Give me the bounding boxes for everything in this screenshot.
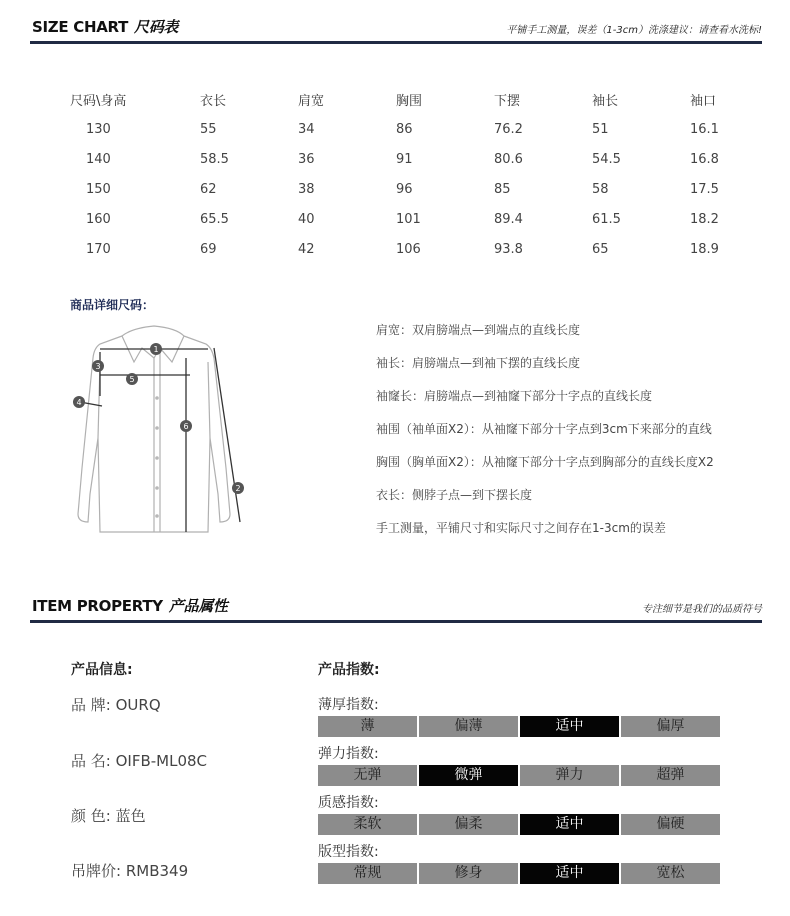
item-property-divider [30,620,762,623]
marker-3-label: 3 [95,362,101,371]
table-cell: 16.1 [690,121,719,137]
index-option: 柔软 [318,814,417,835]
table-cell: 106 [396,241,421,257]
size-chart-title [32,16,178,37]
info-value: OURQ [115,696,161,714]
header-cell: 袖长 [592,93,619,109]
item-property-header [30,593,762,619]
size-chart-title-en: SIZE CHART [32,18,129,36]
index-option: 修身 [419,863,518,884]
marker-1-label: 1 [153,345,159,354]
size-chart-note: 平铺手工测量，误差（1-3cm）洗涤建议：请查看水洗标! [506,25,762,36]
index-option: 超弹 [621,765,720,786]
header-cell: 肩宽 [298,93,325,109]
table-cell: 80.6 [494,151,523,167]
info-key: 颜 色: [71,807,111,825]
desc-line: 袖长：肩膀端点—到袖下摆的直线长度 [376,356,581,370]
table-row [70,204,788,234]
index-option-selected: 适中 [520,814,619,835]
index-option: 偏硬 [621,814,720,835]
table-cell: 170 [86,241,111,257]
table-cell: 40 [298,211,315,227]
item-property-title [32,595,228,616]
index-option-selected: 适中 [520,716,619,737]
size-chart-title-cn: 尺码表 [134,18,179,36]
fit-index-label: 版型指数: [318,844,379,860]
table-cell: 58.5 [200,151,229,167]
size-chart-divider [30,41,762,44]
item-property-title-cn: 产品属性 [168,597,228,615]
marker-2-label: 2 [235,484,241,493]
elasticity-index-scale [318,765,722,786]
info-key: 品 牌: [71,696,111,714]
marker-6-label: 6 [183,422,189,431]
header-cell: 衣长 [200,93,227,109]
index-option: 偏厚 [621,716,720,737]
shirt-measurement-diagram [60,318,260,538]
info-brand [71,694,161,715]
info-value: 蓝色 [115,807,146,825]
table-cell: 58 [592,181,609,197]
table-cell: 89.4 [494,211,523,227]
desc-line: 胸围（胸单面X2）：从袖窿下部分十字点到胸部分的直线长度X2 [376,455,714,469]
table-cell: 65 [592,241,609,257]
table-cell: 18.2 [690,211,719,227]
measurement-descriptions [376,314,714,545]
index-option: 宽松 [621,863,720,884]
size-table [70,84,788,264]
size-table-header [70,84,788,114]
index-option: 常规 [318,863,417,884]
table-cell: 160 [86,211,111,227]
detail-size-label: 商品详细尺码： [70,298,155,312]
product-index-title: 产品指数: [318,662,380,678]
info-value: OIFB-ML08C [115,752,208,770]
table-cell: 62 [200,181,217,197]
header-cell: 胸围 [396,93,423,109]
fit-index-scale [318,863,722,884]
table-cell: 16.8 [690,151,719,167]
index-option-selected: 适中 [520,863,619,884]
marker-5-label: 5 [129,375,135,384]
table-cell: 65.5 [200,211,229,227]
table-row [70,144,788,174]
item-property-title-en: ITEM PROPERTY [32,597,163,615]
table-cell: 91 [396,151,413,167]
header-cell: 袖口 [690,93,717,109]
elasticity-index-label: 弹力指数: [318,746,379,762]
texture-index-scale [318,814,722,835]
info-product-name [71,750,207,771]
table-cell: 150 [86,181,111,197]
table-cell: 96 [396,181,413,197]
desc-line: 肩宽：双肩膀端点—到端点的直线长度 [376,323,581,337]
table-row [70,174,788,204]
thickness-index-label: 薄厚指数: [318,697,379,713]
desc-line: 袖围（袖单面X2）：从袖窿下部分十字点到3cm下来部分的直线 [376,422,712,436]
desc-line: 手工测量，平铺尺寸和实际尺寸之间存在1-3cm的误差 [376,521,666,535]
info-price [71,860,188,881]
texture-index-label: 质感指数: [318,795,379,811]
table-cell: 36 [298,151,315,167]
table-cell: 51 [592,121,609,137]
desc-line: 衣长：侧脖子点—到下摆长度 [376,488,533,502]
info-value: RMB349 [125,862,189,880]
table-cell: 61.5 [592,211,621,227]
table-row [70,234,788,264]
desc-line: 袖窿长：肩膀端点—到袖窿下部分十字点的直线长度 [376,389,653,403]
table-cell: 54.5 [592,151,621,167]
table-row [70,114,788,144]
index-option: 弹力 [520,765,619,786]
index-option: 偏柔 [419,814,518,835]
table-cell: 140 [86,151,111,167]
table-cell: 34 [298,121,315,137]
header-cell: 尺码\身高 [70,93,127,109]
index-option: 薄 [318,716,417,737]
index-option: 无弹 [318,765,417,786]
table-cell: 86 [396,121,413,137]
table-cell: 101 [396,211,421,227]
table-cell: 18.9 [690,241,719,257]
table-cell: 17.5 [690,181,719,197]
header-cell: 下摆 [494,93,521,109]
info-color [71,805,146,826]
info-key: 吊牌价: [71,862,122,880]
table-cell: 55 [200,121,217,137]
table-cell: 42 [298,241,315,257]
table-cell: 69 [200,241,217,257]
index-option-selected: 微弹 [419,765,518,786]
info-key: 品 名: [71,752,111,770]
table-cell: 38 [298,181,315,197]
size-chart-header [30,14,762,40]
index-option: 偏薄 [419,716,518,737]
table-cell: 76.2 [494,121,523,137]
table-cell: 130 [86,121,111,137]
marker-4-label: 4 [76,398,82,407]
product-info-title: 产品信息: [71,662,133,678]
item-property-note: 专注细节是我们的品质符号 [642,604,762,615]
thickness-index-scale [318,716,722,737]
table-cell: 85 [494,181,511,197]
table-cell: 93.8 [494,241,523,257]
